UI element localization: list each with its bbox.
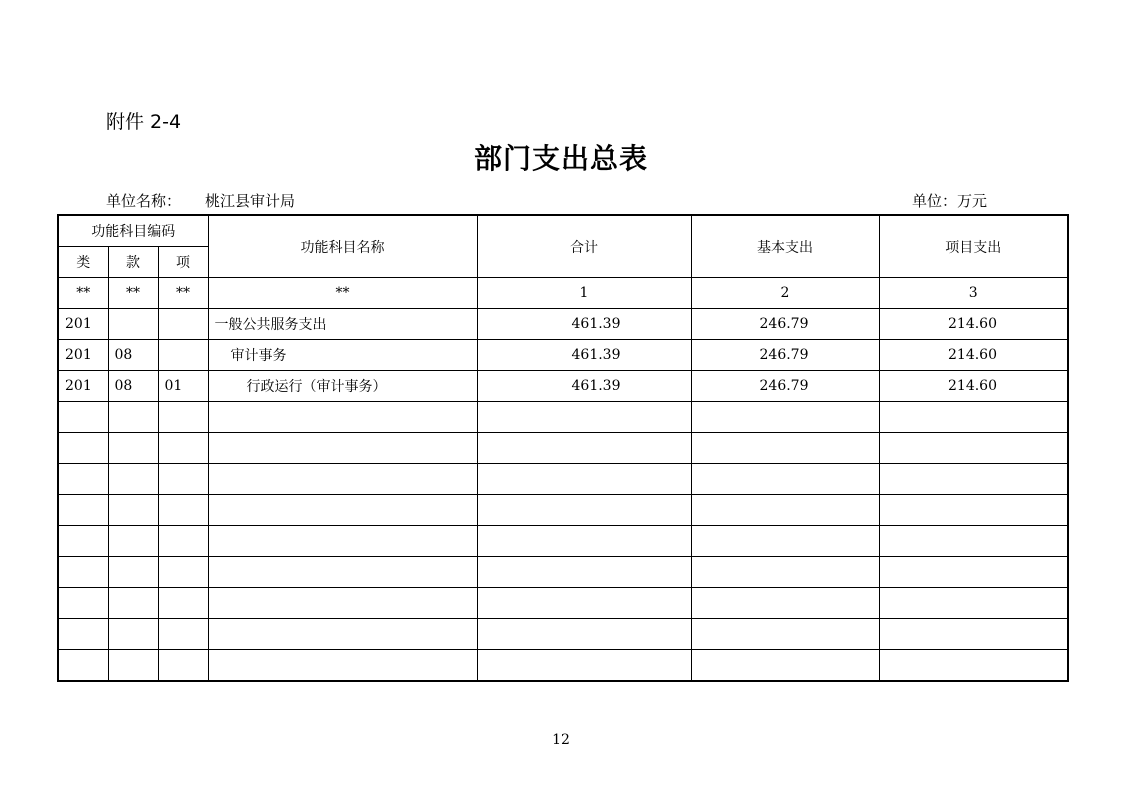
cell-kuan	[108, 309, 158, 340]
index-cell: **	[158, 278, 208, 309]
cell-subject-name: 行政运行（审计事务）	[208, 371, 477, 402]
index-cell: 3	[879, 278, 1068, 309]
cell-project: 214.60	[879, 371, 1068, 402]
cell-subject-name: 审计事务	[208, 340, 477, 371]
cell-lei: 201	[58, 371, 108, 402]
cell-lei: 201	[58, 340, 108, 371]
table-row	[58, 371, 1068, 402]
currency-unit: 单位：万元	[912, 192, 988, 210]
cell-total: 461.39	[477, 371, 691, 402]
index-cell: **	[108, 278, 158, 309]
header-kuan: 款	[108, 247, 158, 278]
cell-xiang	[158, 340, 208, 371]
cell-lei: 201	[58, 309, 108, 340]
empty-row	[58, 402, 1068, 433]
empty-row	[58, 495, 1068, 526]
cell-basic: 246.79	[691, 371, 879, 402]
header-project-expenditure: 项目支出	[879, 215, 1068, 278]
cell-xiang	[158, 309, 208, 340]
empty-row	[58, 650, 1068, 682]
cell-project: 214.60	[879, 340, 1068, 371]
cell-kuan: 08	[108, 371, 158, 402]
header-lei: 类	[58, 247, 108, 278]
header-basic-expenditure: 基本支出	[691, 215, 879, 278]
cell-total: 461.39	[477, 309, 691, 340]
cell-subject-name: 一般公共服务支出	[208, 309, 477, 340]
index-cell: **	[58, 278, 108, 309]
expenditure-table	[57, 214, 1069, 682]
empty-row	[58, 588, 1068, 619]
unit-name-value: 桃江县审计局	[205, 192, 296, 210]
empty-row	[58, 464, 1068, 495]
empty-row	[58, 619, 1068, 650]
cell-basic: 246.79	[691, 340, 879, 371]
cell-xiang: 01	[158, 371, 208, 402]
index-cell: 2	[691, 278, 879, 309]
header-code-group: 功能科目编码	[58, 215, 208, 247]
table-row	[58, 340, 1068, 371]
header-total: 合计	[477, 215, 691, 278]
index-row	[58, 278, 1068, 309]
index-cell: 1	[477, 278, 691, 309]
cell-project: 214.60	[879, 309, 1068, 340]
cell-basic: 246.79	[691, 309, 879, 340]
unit-name-label: 单位名称：	[106, 192, 182, 210]
cell-kuan: 08	[108, 340, 158, 371]
page-number: 12	[552, 732, 570, 748]
cell-total: 461.39	[477, 340, 691, 371]
index-cell: **	[208, 278, 477, 309]
empty-row	[58, 557, 1068, 588]
header-xiang: 项	[158, 247, 208, 278]
attachment-label: 附件 2-4	[106, 111, 182, 133]
empty-row	[58, 433, 1068, 464]
empty-row	[58, 526, 1068, 557]
header-subject-name: 功能科目名称	[208, 215, 477, 278]
page-title: 部门支出总表	[473, 142, 648, 175]
table-row	[58, 309, 1068, 340]
unit-name-line	[106, 190, 295, 211]
